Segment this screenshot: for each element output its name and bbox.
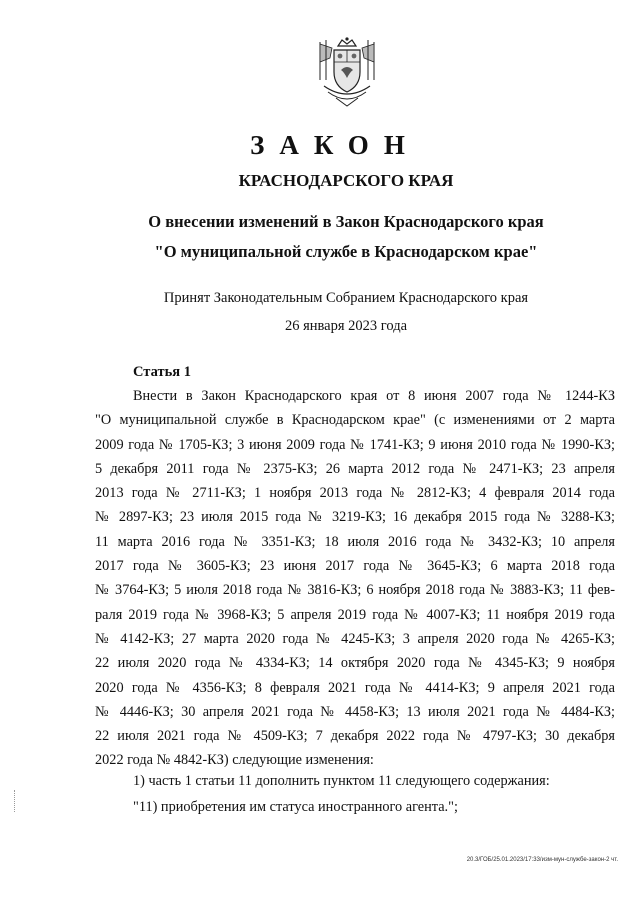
- body-line: раля 2019 года № 3968-КЗ; 5 апреля 2019 года № 4007-КЗ; 11 ноября 2019 года: [95, 606, 615, 623]
- body-line: 11 марта 2016 года № 3351-КЗ; 18 июля 2016 года № 3432-КЗ; 10 апреля: [95, 533, 615, 550]
- adoption-note-line-1: Принят Законодательным Собранием Краснодарского края: [163, 290, 529, 306]
- body-line: № 4446-КЗ; 30 апреля 2021 года № 4458-КЗ; 13 июля 2021 года № 4484-КЗ;: [95, 703, 615, 720]
- body-line: 22 июля 2021 года № 4509-КЗ; 7 декабря 2022 года № 4797-КЗ; 30 декабря: [95, 728, 615, 745]
- adoption-date: 26 января 2023 года: [284, 318, 408, 334]
- body-line: 2017 года № 3605-КЗ; 23 июня 2017 года № 3645-КЗ; 6 марта 2018 года: [95, 558, 615, 575]
- coat-of-arms-icon: [314, 36, 380, 108]
- body-line: 2020 года № 4356-КЗ; 8 февраля 2021 года № 4414-КЗ; 9 апреля 2021 года: [95, 679, 615, 696]
- body-line: 22 июля 2020 года № 4334-КЗ; 14 октября 2020 года № 4345-КЗ; 9 ноября: [95, 655, 615, 672]
- law-subject-line-1: О внесении изменений в Закон Краснодарского края: [148, 212, 544, 231]
- file-reference-footer: 20.3/ГОБ/25.01.2023/17:33/изм-мун-службе-закон-2 чт.: [466, 857, 618, 863]
- article-body: [95, 384, 615, 773]
- amendment-point-1: 1) часть 1 статьи 11 дополнить пунктом 11 следующего содержания:: [133, 773, 550, 789]
- article-title: Статья 1: [133, 364, 191, 380]
- body-line: № 4142-КЗ; 27 марта 2020 года № 4245-КЗ; 3 апреля 2020 года № 4265-КЗ;: [95, 630, 615, 647]
- region-title: КРАСНОДАРСКОГО КРАЯ: [238, 171, 454, 190]
- body-line: "О муниципальной службе в Краснодарском крае" (с изменениями от 2 марта: [95, 412, 615, 429]
- scan-margin-mark: [14, 790, 16, 812]
- body-line: 2022 года № 4842-КЗ) следующие изменения:: [95, 752, 374, 769]
- body-line: № 2897-КЗ; 23 июля 2015 года № 3219-КЗ; 16 декабря 2015 года № 3288-КЗ;: [95, 509, 615, 526]
- amendment-point-1-text: "11) приобретения им статуса иностранного агента.";: [133, 799, 458, 815]
- body-line: 5 декабря 2011 года № 2375-КЗ; 26 марта 2012 года № 2471-КЗ; 23 апреля: [95, 460, 615, 477]
- body-line: 2009 года № 1705-КЗ; 3 июня 2009 года № 1741-КЗ; 9 июня 2010 года № 1990-КЗ;: [95, 436, 615, 453]
- body-line: Внести в Закон Краснодарского края от 8 июня 2007 года № 1244-КЗ: [133, 388, 615, 404]
- body-line: 2013 года № 2711-КЗ; 1 ноября 2013 года № 2812-КЗ; 4 февраля 2014 года: [95, 485, 615, 502]
- law-heading: ЗАКОН: [250, 130, 420, 160]
- law-subject-line-2: "О муниципальной службе в Краснодарском крае": [154, 242, 538, 261]
- body-line: № 3764-КЗ; 5 июля 2018 года № 3816-КЗ; 6 ноября 2018 года № 3883-КЗ; 11 фев-: [95, 582, 615, 599]
